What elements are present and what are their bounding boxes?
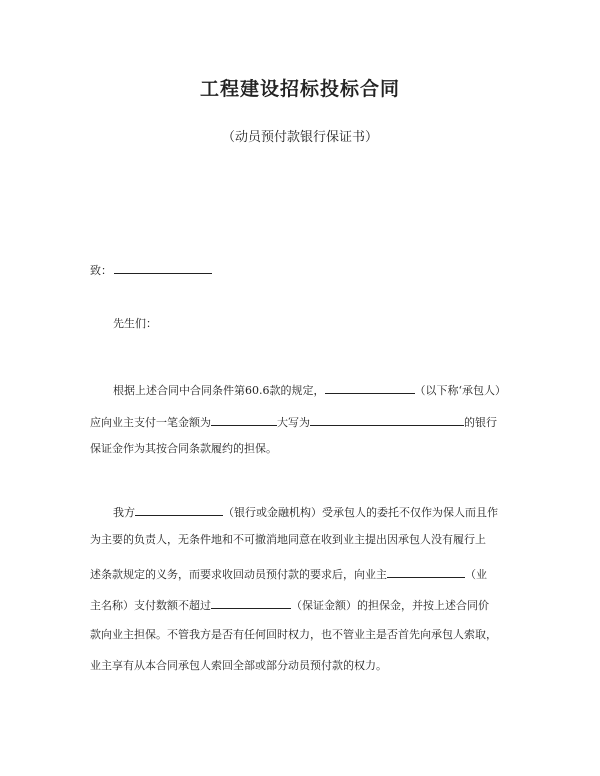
addressee-line xyxy=(90,261,212,278)
amount-blank xyxy=(211,413,277,426)
para2-text-4a: 主名称）支付数额不超过 xyxy=(90,599,211,612)
amount-words-blank xyxy=(310,413,464,426)
para1-text-1a: 根据上述合同中合同条件第60.6款的规定， xyxy=(113,384,325,397)
para2-line5: 款向业主担保。不管我方是否有任何回时权力，也不管业主是否首先向承包人索取， xyxy=(90,628,497,641)
para1-text-2c: 的银行 xyxy=(464,416,497,429)
para2-line6: 业主享有从本合同承包人索回全部或部分动员预付款的权力。 xyxy=(90,659,387,672)
to-label: 致： xyxy=(90,264,112,277)
addressee-blank xyxy=(114,261,212,274)
para2-line3 xyxy=(90,565,487,582)
para2-text-1b: （银行或金融机构）受承包人的委托不仅作为保人而且作 xyxy=(223,506,498,519)
para2-line2: 为主要的负责人，无条件地和不可撤消地同意在收到业主提出因承包人没有履行上 xyxy=(90,533,486,546)
para2-text-3b: （业 xyxy=(465,568,487,581)
para1-text-1b: （以下称‘承包人） xyxy=(414,384,506,397)
para2-text-1a: 我方 xyxy=(113,506,135,519)
para2-line1 xyxy=(113,503,498,520)
para1-line3: 保证金作为其按合同条款履约的担保。 xyxy=(90,442,277,455)
para2-text-3a: 述条款规定的义务，而要求收回动员预付款的要求后，向业主 xyxy=(90,568,387,581)
salutation: 先生们： xyxy=(113,317,157,330)
para1-line2 xyxy=(90,413,497,430)
para2-text-4b: （保证金额）的担保金，并按上述合同价 xyxy=(291,599,489,612)
document-subtitle: （动员预付款银行保证书） xyxy=(221,130,378,145)
para2-line4 xyxy=(90,596,489,613)
employer-blank xyxy=(387,565,465,578)
para1-line1 xyxy=(113,381,506,398)
guarantee-amount-blank xyxy=(211,596,291,609)
bank-blank xyxy=(135,503,223,516)
para1-text-2b: 大写为 xyxy=(277,416,310,429)
contractor-blank xyxy=(325,381,415,394)
document-title: 工程建设招标投标合同 xyxy=(199,78,400,100)
para1-text-2a: 应向业主支付一笔金额为 xyxy=(90,416,211,429)
